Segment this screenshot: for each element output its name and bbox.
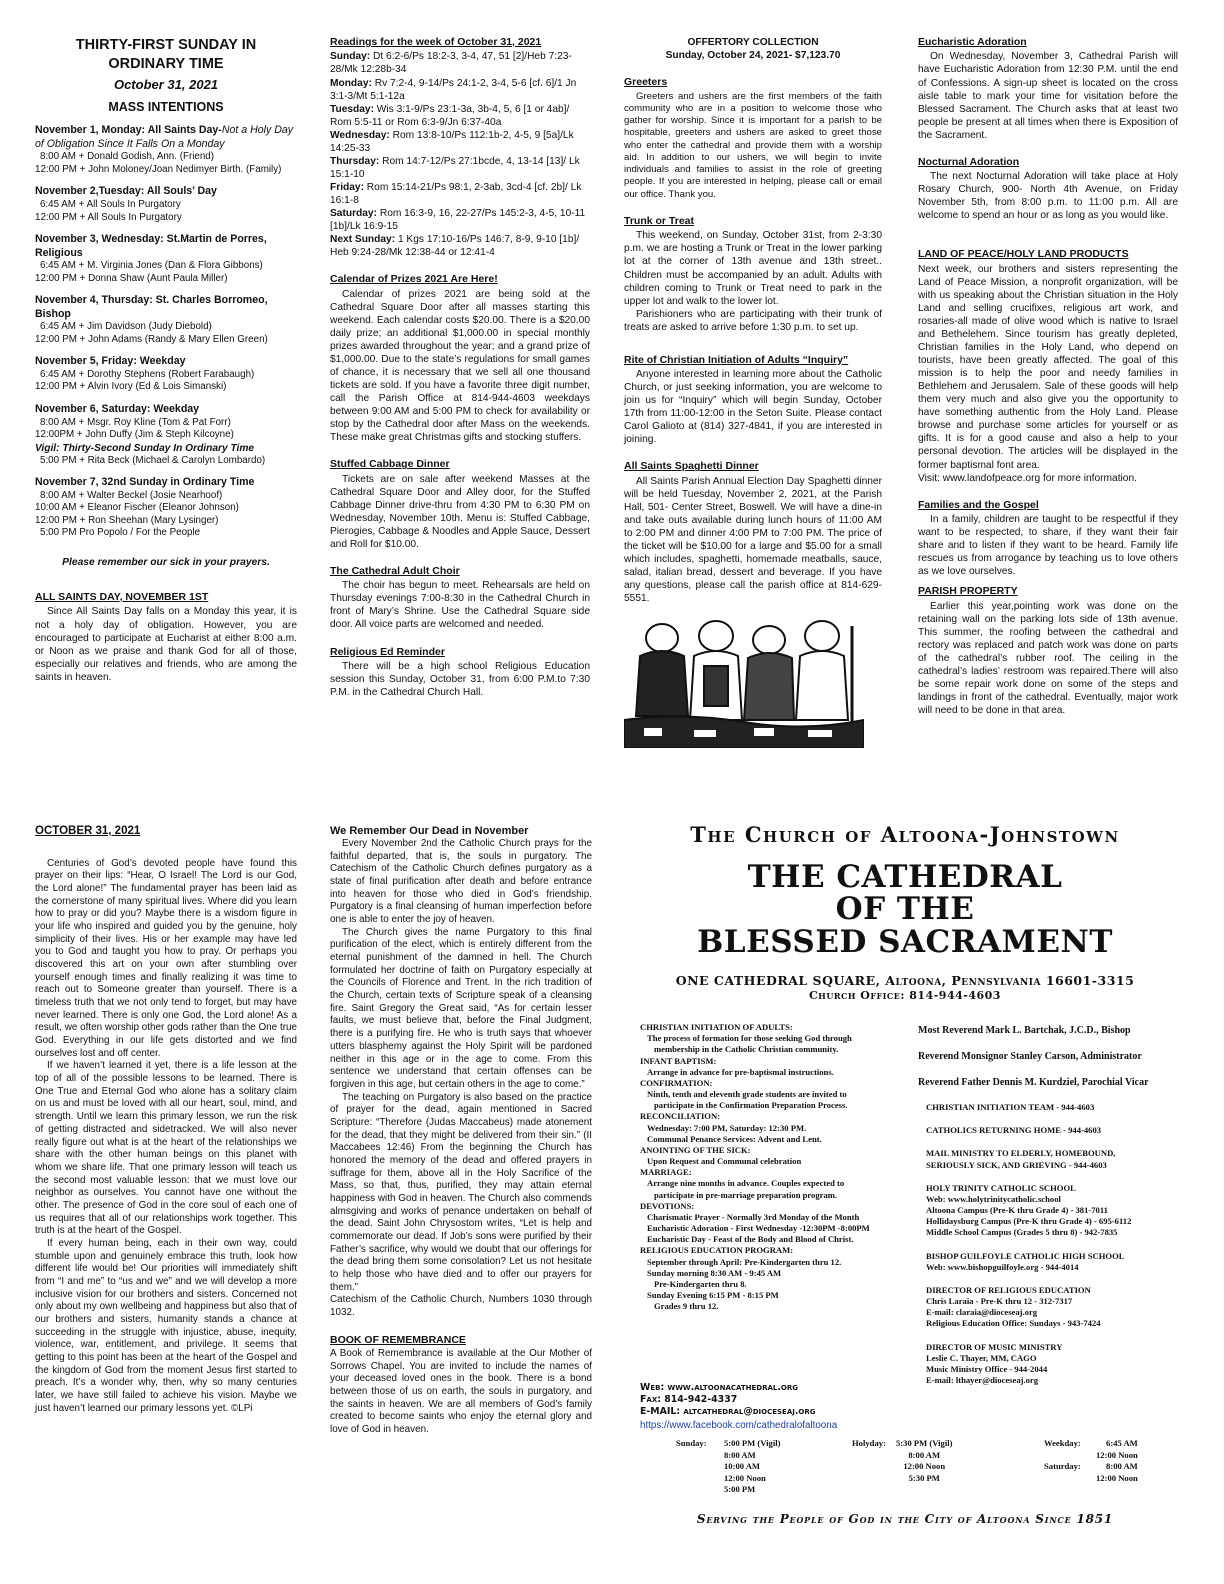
mass-intention-line: 12:00 PM + Donna Shaw (Aunt Paula Miller): [35, 272, 228, 284]
service-info-line: Pre-Kindergarten thru 8.: [654, 1278, 747, 1289]
readings-list: [330, 50, 590, 259]
remember-heading: We Remember Our Dead in November: [330, 825, 529, 837]
mass-day-name: November 1, Monday: All Saints Day-: [35, 124, 222, 137]
readings-heading: Readings for the week of October 31, 2021: [330, 36, 542, 48]
mass-intention-line: 12:00 PM + John Adams (Randy & Mary Ellen Green): [35, 333, 268, 345]
ministry-block: [918, 1285, 1188, 1330]
holyday-label: Holyday:: [852, 1438, 886, 1448]
families-heading: Families and the Gospel: [918, 498, 1039, 511]
trunk-heading: Trunk or Treat: [624, 214, 695, 227]
weekday-label: Weekday:: [1044, 1438, 1081, 1448]
mass-day-title: [35, 185, 297, 199]
cathedral-title-1: THE CATHEDRAL: [747, 858, 1063, 895]
ministry-line: CATHOLICS RETURNING HOME - 944-4603: [926, 1125, 1102, 1136]
service-info-line: Arrange in advance for pre-baptismal instructions.: [647, 1066, 834, 1077]
cabbage-text: Tickets are on sale after weekend Masses at the Cathedral Square Door and Alley door, for the Stuffed Cabbage Dinner drive-thru from 4:30 PM to 6:30 PM on Wednesday, November 10th. Menu is: Stuffed Cabbage, Pierogies, Cabbage & Noodles and Apple Sauce, Dessert and Roll for $10.00.: [330, 473, 590, 550]
mass-day-name: November 5, Friday: Weekday: [35, 355, 186, 368]
reading-entry: [330, 77, 590, 103]
reading-citations: Dt 6:2-6/Ps 18:2-3, 3-4, 47, 51 [2]/Heb 7:23-28/Mk 12:28b-34: [330, 51, 572, 76]
ministry-block: [918, 1183, 1188, 1239]
service-info-line: MARRIAGE:: [640, 1167, 692, 1178]
spaghetti-text: All Saints Parish Annual Election Day Spaghetti dinner will be held Tuesday, November 2, 2021, at the Parish Hall, 501- Center Street, Boswell. We will have a dine-in and take outs available during lunch hours of 11:00 AM to 2:00 PM and dinner 4:00 PM to 7:00 PM. The price of the ticket will be $10.00 for a large and $5.00 for a small which includes, spaghetti, homemade meatballs, sauce, salad, italian bread, dessert and beverage. If you have any questions, please call the parish office at 814-629-5551.: [624, 475, 882, 605]
ministry-line: Leslie C. Thayer, MM, CAGO: [926, 1352, 1037, 1363]
mass-time: 12:00 Noon: [1096, 1449, 1138, 1460]
reading-entry: [330, 129, 590, 155]
all-saints-text: Since All Saints Day falls on a Monday this year, it is not a holy day of obligation. However, you are encouraged to participate at Eucharist at either 8:00 a.m. or Noon as we praise and thank God for all of those, especially our relatives and friends, who are among the saints in heaven.: [35, 606, 297, 683]
mass-intention-line: 6:45 AM + M. Virginia Jones (Dan & Flora Gibbons): [40, 260, 263, 272]
reading-citations: Rom 13:8-10/Ps 112:1b-2, 4-5, 9 [5a]/Lk 14:25-33: [330, 129, 574, 154]
service-info-line: membership in the Catholic Christian community.: [654, 1044, 839, 1055]
mass-schedule: [676, 1438, 1176, 1498]
service-info-line: Eucharistic Adoration - First Wednesday -12:30PM -8:00PM: [647, 1223, 870, 1234]
cathedral-title-2: OF THE: [835, 891, 975, 928]
mass-intention-line: 10:00 AM + Eleanor Fischer (Eleanor Johnson): [35, 502, 239, 514]
reading-citations: Rv 7:2-4, 9-14/Ps 24:1-2, 3-4, 5-6 [cf. 6]/1 Jn 3:1-3/Mt 5:1-12a: [330, 77, 577, 102]
ministry-line: E-mail: lthayer@dioceseaj.org: [926, 1375, 1039, 1386]
reading-citations: Wis 3:1-9/Ps 23:1-3a, 3b-4, 5, 6 [1 or 4ab]/ Rom 5:5-11 or Rom 6:3-9/Jn 6:37-40a: [330, 103, 570, 128]
mass-day-title: [35, 476, 297, 490]
ministry-line: E-mail: claraia@dioceseaj.org: [926, 1307, 1038, 1318]
saturday-label: Saturday:: [1044, 1461, 1081, 1471]
reading-entry: [330, 181, 590, 207]
sunday-times: [724, 1438, 780, 1496]
greeters-text: Greeters and ushers are the first members of the faith community who are in a position to welcome those who gather for worship. Since it is important for a parish to be hospitable, greeters and ushers are asked to greet those who enter the cathedral and provide them with a worship aid. In addition to our ushers, we will begin to invite individuals and families to assist in the role of greeting people. If you are interested in helping, please call or email our office. Thank you.: [624, 90, 882, 200]
nocturnal-text: The next Nocturnal Adoration will take place at Holy Rosary Church, 900- North 4th Avenue, on Friday November 5th, from 8:00 p.m. to 11:00 p.m. All are welcome to spend an hour or as long as you would like.: [918, 171, 1178, 222]
sunday-label: Sunday:: [676, 1438, 707, 1448]
mass-intentions-heading: MASS INTENTIONS: [108, 100, 224, 115]
mass-day-title: [35, 355, 297, 369]
mass-day-name: November 3, Wednesday: St.Martin de Porres, Religious: [35, 233, 267, 259]
reading-day: Wednesday:: [330, 129, 390, 141]
nocturnal-heading: Nocturnal Adoration: [918, 155, 1020, 168]
greeters-heading: Greeters: [624, 76, 668, 89]
vigil-title: Vigil: Thirty-Second Sunday In Ordinary Time: [35, 442, 255, 454]
mass-time: 6:45 AM: [1106, 1438, 1138, 1448]
reading-entry: [330, 155, 590, 181]
service-info-line: Charismatic Prayer - Normally 3rd Monday of the Month: [647, 1211, 860, 1222]
reading-citations: Rom 15:14-21/Ps 98:1, 2-3ab, 3cd-4 [cf. 2b]/ Lk 16:1-8: [330, 181, 582, 206]
mass-intention-line: 12:00PM + John Duffy (Jim & Steph Kilcoyne): [35, 429, 234, 441]
clergy-name: Reverend Monsignor Stanley Carson, Administrator: [918, 1051, 1142, 1062]
service-info-line: ANOINTING OF THE SICK:: [640, 1144, 751, 1155]
ministry-block: [918, 1125, 1188, 1136]
mass-time: 12:00 Noon: [1096, 1472, 1138, 1483]
mass-day-name: November 4, Thursday: St. Charles Borromeo, Bishop: [35, 294, 268, 320]
mass-intention-line: 6:45 AM + Jim Davidson (Judy Diebold): [40, 321, 212, 333]
ministry-line: Religious Education Office: Sundays - 943-7424: [926, 1318, 1101, 1329]
cathedral-address: ONE CATHEDRAL SQUARE, Altoona, Pennsylvania 16601-3315: [675, 972, 1135, 988]
ministry-line: Web: www.bishopguilfoyle.org - 944-4014: [926, 1261, 1079, 1272]
ministry-block: [918, 1342, 1188, 1387]
service-info-line: Ninth, tenth and eleventh grade students are invited to: [647, 1089, 847, 1100]
reading-day: Sunday:: [330, 51, 371, 63]
reading-day: Next Sunday:: [330, 234, 396, 246]
service-info-line: DEVOTIONS:: [640, 1200, 695, 1211]
ministry-block: [918, 1102, 1188, 1113]
contact-block: [640, 1382, 920, 1433]
calendar-heading: Calendar of Prizes 2021 Are Here!: [330, 273, 498, 286]
mass-time: 8:00 AM: [724, 1449, 756, 1460]
mass-intention-line: 12:00 PM + All Souls In Purgatory: [35, 211, 182, 223]
ministry-block: [918, 1148, 1188, 1170]
property-text: Earlier this year,pointing work was done on the retaining wall on the parking lots side of 13th avenue. This summer, the roofing between the cathedral and rectory was replaced and patch work was done on parts of the cathedral’s rubber roof. The ceiling in the cathedral’s ladies’ restroom was repaired.There will also be some repair work done on some of the steps and landings in front of the cathedral. Eventually, major work will need to be done in that area.: [918, 600, 1178, 717]
website-link[interactable]: Web: www.altoonacathedral.org: [640, 1382, 799, 1393]
reflection-p2: If we haven’t learned it yet, there is a life lesson at the top of all of the possible lessons to be learned. There is One True and Eternal God who alone has a solitary claim on us and must be loved with all our heart, soul, mind, and strength. Until we learn this primary lesson, we run the risk of getting distracted and sidetracked. We will also never really figure out what is at the heart of the relationships we share with the other human beings on this planet with whom we share life. That one primary lesson will teach us the second most valuable lesson: that we must love our neighbor as ourselves. You cannot have one without the other. The presence of God in the core soul of each one of us requires that all of our relationships work together. This truth is at the heart of the Gospel.: [35, 1060, 297, 1237]
service-info-line: Sunday Evening 6:15 PM - 8:15 PM: [647, 1290, 779, 1301]
service-info-line: CHRISTIAN INITIATION OF ADULTS:: [640, 1022, 793, 1032]
reading-day: Saturday:: [330, 208, 377, 219]
calendar-text: Calendar of prizes 2021 are being sold at the Cathedral Square Door after all masses starting this weekend. Each calendar costs $20.00. There is a $20.00 daily prize; an additional $1,000.00 in special monthly prizes awarded throughout the year; and a grand prize of $1,000.00. Due to the state’s regulations for small games of chance, it is necessary that we sell all one thousand tickets are sold. If you have a favorite three digit number, call the Parish Office at 814-944-4603 weekdays between 9:00 AM and 5:00 PM to check for availability or stop by the Cathedral door after Mass on the weekends. These make great Christmas gifts and stocking stuffers.: [330, 288, 590, 444]
ministry-line: BISHOP GUILFOYLE CATHOLIC HIGH SCHOOL: [926, 1250, 1125, 1261]
reading-citations: 1 Kgs 17:10-16/Ps 146:7, 8-9, 9-10 [1b]/ Heb 9:24-28/Mk 12:38-44 or 12:41-4: [330, 234, 580, 259]
church-office-phone: Church Office: 814-944-4603: [809, 988, 1001, 1002]
mass-time: 8:00 AM: [1106, 1461, 1138, 1471]
vigil-line: 5:00 PM + Rita Beck (Michael & Carolyn Lombardo): [40, 454, 266, 466]
families-text: In a family, children are taught to be respectful if they want to be respected, to share, if they want their fair share and to listen if they want to be heard. Family life rescues us from arrogance by teaching us to love others as we love ourselves.: [918, 514, 1178, 578]
service-info-line: Communal Penance Services: Advent and Lent.: [647, 1133, 822, 1144]
footer-motto: Serving the People of God in the City of Altoona Since 1851: [696, 1512, 1114, 1526]
column-remember-dead: [330, 824, 592, 1437]
mass-time: 5:30 PM (Vigil): [896, 1438, 953, 1448]
service-info-line: RECONCILIATION:: [640, 1111, 721, 1122]
column-readings: [330, 36, 590, 699]
book-heading: BOOK OF REMEMBRANCE: [330, 1333, 466, 1346]
land-of-peace-heading: LAND OF PEACE/HOLY LAND PRODUCTS: [918, 248, 1129, 261]
mass-day-name: November 6, Saturday: Weekday: [35, 403, 200, 415]
reading-entry: [330, 50, 590, 76]
page-title: THIRTY-FIRST SUNDAY IN ORDINARY TIME: [75, 37, 257, 72]
reading-day: Tuesday:: [330, 103, 374, 115]
service-info-line: INFANT BAPTISM:: [640, 1055, 717, 1066]
mass-intention-line: 5:00 PM Pro Popolo / For the People: [40, 527, 201, 539]
ministry-line: DIRECTOR OF MUSIC MINISTRY: [926, 1341, 1063, 1352]
mass-time: 10:00 AM: [724, 1461, 761, 1472]
mass-intention-line: 8:00 AM + Donald Godish, Ann. (Friend): [40, 151, 214, 163]
service-info-line: participate in pre-marriage preparation program.: [654, 1189, 838, 1200]
service-info-line: Wednesday: 7:00 PM, Saturday: 12:30 PM.: [647, 1122, 807, 1133]
email-link[interactable]: E-MAIL: altcathedral@dioceseaj.org: [640, 1406, 816, 1418]
adoration-text: On Wednesday, November 3, Cathedral Parish will have Eucharistic Adoration from 12:30 P.M. until the end of Confessions. A sign-up sheet is located on the cross aisle table to mark your time for visitation before the Blessed Sacrament. The Church asks that at least two people be present at all times when there is Exposition of the Sacrament.: [918, 51, 1178, 141]
clergy-list: [918, 1024, 1188, 1089]
mass-day-title: [35, 233, 297, 260]
rite-heading: Rite of Christian Initiation of Adults “Inquiry”: [624, 353, 849, 366]
cathedral-title-3: BLESSED SACRAMENT: [697, 923, 1113, 960]
mass-time: 12:00 Noon: [724, 1472, 766, 1483]
property-heading: PARISH PROPERTY: [918, 585, 1018, 598]
reading-entry: [330, 233, 590, 259]
column-parish-news: [918, 36, 1178, 717]
clergy-name: Most Reverend Mark L. Bartchak, J.C.D., Bishop: [918, 1025, 1131, 1036]
ministries-list: [918, 1102, 1188, 1386]
service-info-line: September through April: Pre-Kindergarten thru 12.: [647, 1256, 842, 1267]
reading-citations: Rom 16:3-9, 16, 22-27/Ps 145:2-3, 4-5, 10-11 [1b]/Lk 16:9-15: [330, 208, 586, 233]
reflection-p3: If every human being, each in their own way, could stumble upon and genuinely embrace this truth, look how different life would be! Our priorities will immediately shift from “I and me” to “us and we” and we will develop a more inclusive vision for our brothers and sisters. Concerned not only about my own wellbeing and happiness but also that of our brothers and sisters, humanity stands a chance at succeeding in the struggle with injustice, abuse, inequity, violence, war, entitlement, and privilege. It seems that getting to this point has been at the heart of the Gospel and the kingdom of God from the moment Jesus first started to preach. It’s a wonder why, then, why so many centuries later, we have still failed to achieve his vision. Maybe we just haven’t learned our primary lessons yet. ©LPi: [35, 1237, 297, 1414]
mass-time: 12:00 Noon: [903, 1461, 946, 1472]
services-info: [640, 1022, 910, 1312]
reflection-heading: OCTOBER 31, 2021: [35, 825, 141, 837]
mass-day-title: [35, 403, 297, 417]
reflection-p1: Centuries of God’s devoted people have found this prayer on their lips: “Hear, O Israel! The Lord is our God, the Lord alone!” The fundamental prayer has been laid as the cornerstone of many spiritual lives. Where did you learn how to pray or did you? Maybe there is a wisdom figure in your life who inspired and guided you by the genuine, holy simplicity of their lives. His or her example may have led you to God and taught you how to pray. Or perhaps you discovered this art on your own after stumbling over yourself enough times and finally realizing it was time to reach out to Someone greater than yourself. There is a timeless truth that we not only tend to forget, but may have never learned. There is only one God, the Lord alone! As a result, we often worship other gods rather than the One true God. Everything in our life gets distorted and we find ourselves lost and off center.: [35, 857, 297, 1059]
reading-day: Thursday:: [330, 155, 380, 167]
reading-citations: Rom 14:7-12/Ps 27:1bcde, 4, 13-14 [13]/ Lk 15:1-10: [330, 155, 580, 180]
facebook-link[interactable]: https://www.facebook.com/cathedralofaltoona: [640, 1420, 838, 1432]
mass-intention-line: 8:00 AM + Msgr. Roy Kline (Tom & Pat Forr): [40, 416, 231, 428]
rite-text: Anyone interested in learning more about the Catholic Church, or just seeking information, you are welcome to join us for “Inquiry” which will begin Sunday, October 17th from 11:00-12:00 in the Seton Suite. Please contact Carol Galioto at (814) 327-4841, if you are interested in joining.: [624, 369, 882, 446]
mass-day-title: [35, 124, 297, 151]
saints-illustration: [624, 616, 864, 748]
mass-intention-line: 6:45 AM + All Souls In Purgatory: [40, 199, 181, 211]
ministry-line: HOLY TRINITY CATHOLIC SCHOOL: [926, 1182, 1076, 1193]
ministry-line: SERIOUSLY SICK, AND GRIEVING - 944-4603: [926, 1159, 1107, 1170]
remember-p2: The Church gives the name Purgatory to this final purification of the elect, which is entirely different from the eternal punishment of the damned in hell. The Church formulated her doctrine of faith on Purgatory especially at the Councils of Florence and Trent. In the rich tradition of the Church, certain texts of Scripture speak of a cleansing fire. Saint Gregory the Great said, “As for certain lesser faults, we must believe that, before the Final Judgment, there is a purifying fire. He who is truth says that whoever utters blasphemy against the Holy Spirit will be pardoned neither in this age or in the age to come. From this sentence we understand that certain offenses can be forgiven in this age, but certain others in the age to come.”: [330, 926, 592, 1090]
book-text: A Book of Remembrance is available at the Our Mother of Sorrows Chapel. You are invited to include the names of your deceased loved ones in the book. There is a bond between those of us on earth, the souls in purgatory, and the saints in heaven. We are all members of God’s family created to become saints who enjoy the eternal glory and love of God in heaven.: [330, 1348, 592, 1436]
reading-day: Monday:: [330, 77, 372, 89]
column-reflection: [35, 824, 297, 1415]
service-info-line: RELIGIOUS EDUCATION PROGRAM:: [640, 1245, 794, 1256]
choir-text: The choir has begun to meet. Rehearsals are held on Thursday evenings 7:00-8:30 in the Cathedral Church in front of Mary’s Shrine. Use the Cathedral Square side door. All voice parts are welcomed and needed.: [330, 580, 590, 631]
fax-number: Fax: 814-942-4337: [640, 1394, 738, 1406]
saturday-times: [1096, 1461, 1138, 1484]
service-info-line: Eucharistic Day - Feast of the Body and Blood of Christ.: [647, 1234, 854, 1245]
offertory-amount: Sunday, October 24, 2021- $7,123.70: [665, 50, 841, 62]
mass-intention-line: 12:00 PM + Alvin Ivory (Ed & Lois Simanski): [35, 381, 227, 393]
cabbage-heading: Stuffed Cabbage Dinner: [330, 458, 450, 471]
clergy-name: Reverend Father Dennis M. Kurdziel, Parochial Vicar: [918, 1077, 1149, 1088]
mass-day-title: [35, 294, 297, 321]
diocese-name: The Church of Altoona-Johnstown: [690, 822, 1120, 847]
mass-day-note: Not a Holy Day of Obligation Since It Falls On a Monday: [35, 124, 294, 150]
mass-intention-line: 12:00 PM + Ron Sheehan (Mary Lysinger): [35, 514, 219, 526]
column-announcements: [624, 36, 882, 605]
ministry-line: MAIL MINISTRY TO ELDERLY, HOMEBOUND,: [926, 1148, 1116, 1159]
mass-day-name: November 2,Tuesday: All Souls’ Day: [35, 185, 217, 198]
column-mass-intentions: [35, 36, 297, 684]
ministry-line: Web: www.holytrinitycatholic.school: [926, 1193, 1061, 1204]
offertory-title: OFFERTORY COLLECTION: [687, 37, 819, 48]
service-info-line: Upon Request and Communal celebration: [647, 1156, 802, 1167]
choir-heading: The Cathedral Adult Choir: [330, 564, 460, 577]
service-info-line: The process of formation for those seeking God through: [647, 1033, 852, 1044]
mass-intention-line: 12:00 PM + John Moloney/Joan Nedimyer Birth. (Family): [35, 163, 282, 175]
ministry-line: Middle School Campus (Grades 5 thru 8) - 942-7835: [926, 1227, 1118, 1238]
adoration-heading: Eucharistic Adoration: [918, 36, 1027, 48]
masthead: [620, 822, 1190, 1003]
ministry-line: Altoona Campus (Pre-K thru Grade 4) - 381-7011: [926, 1205, 1108, 1216]
reading-entry: [330, 207, 590, 233]
ministry-block: [918, 1251, 1188, 1273]
service-info-line: Arrange nine months in advance. Couples expected to: [647, 1178, 845, 1189]
mass-time: 8:00 AM: [908, 1449, 941, 1460]
mass-time: 5:30 PM: [908, 1472, 940, 1483]
trunk-text-1: This weekend, on Sunday, October 31st, from 2-3:30 p.m. we are hosting a Trunk or Treat in the lower parking lot at the corner of 13th avenue and 13th street.. Children must be accompanied by an adult. Adults with children coming to Trunk or Treat need to park in the upper lot and walk to the lower lot.: [624, 230, 882, 307]
ministry-line: Hollidaysburg Campus (Pre-K thru Grade 4) - 695-6112: [926, 1216, 1132, 1227]
ministry-line: CHRISTIAN INITIATION TEAM - 944-4603: [926, 1102, 1095, 1112]
mass-intentions-list: [35, 124, 297, 540]
reading-day: Friday:: [330, 181, 364, 193]
ministry-line: Chris Laraia - Pre-K thru 12 - 312-7317: [926, 1296, 1073, 1307]
ministry-line: DIRECTOR OF RELIGIOUS EDUCATION: [926, 1284, 1091, 1295]
all-saints-heading: ALL SAINTS DAY, NOVEMBER 1ST: [35, 591, 209, 604]
service-info-line: participate in the Confirmation Preparation Process.: [654, 1100, 848, 1111]
mass-intention-line: 6:45 AM + Dorothy Stephens (Robert Farabaugh): [40, 368, 255, 380]
spaghetti-heading: All Saints Spaghetti Dinner: [624, 460, 759, 473]
reading-entry: [330, 103, 590, 129]
sick-prayer-note: Please remember our sick in your prayers.: [62, 556, 270, 568]
mass-time: 5:00 PM (Vigil): [724, 1438, 781, 1448]
holyday-times: [896, 1438, 952, 1484]
mass-intention-line: 8:00 AM + Walter Beckel (Josie Nearhoof): [40, 489, 223, 501]
clergy-and-ministries: [918, 1024, 1188, 1398]
religious-ed-heading: Religious Ed Reminder: [330, 645, 445, 658]
mass-time: 5:00 PM: [724, 1484, 756, 1495]
trunk-text-2: Parishioners who are participating with their trunk of treats are asked to arrive before 1:30 p.m. to set up.: [624, 308, 882, 333]
ministry-line: Music Ministry Office - 944-2044: [926, 1363, 1048, 1374]
mass-day-name: November 7, 32nd Sunday in Ordinary Time: [35, 476, 255, 489]
service-info-line: Grades 9 thru 12.: [654, 1301, 719, 1312]
remember-p3: The teaching on Purgatory is also based on the practice of prayer for the dead, again mentioned in Sacred Scripture: “Therefore (Judas Maccabeus) made atonement for the dead, that they might be delivered from their sin.” (II Maccabees 12:46) From the beginning the Church has honored the memory of the dead and offered prayers in suffrage for them, above all in the Holy Sacrifice of the Mass, so that, thus, purified, they may attain eternal happiness with God in heaven. The Church also commends almsgiving and works of penance undertaken on behalf of the dead. Saint John Chrysostom writes, “Let is help and commemorate our dead. If Job’s sons were purified by their Father’s sacrifice, why would we doubt that our offerings for the dead bring them some consolation? Let us not hesitate to help those who have died and to offer our prayers for them.”: [330, 1091, 592, 1293]
land-of-peace-text: Next week, our brothers and sisters representing the Land of Peace Mission, a nonprofit organization, will be with us speaking about the Christian situation in the Holy Land and selling crucifixes, religious art work, and rosaries-all made of olive wood which is native to Israel and Bethelehem. Since tourism has greatly depleted, Christian families in the Holy Land, who depend on tourists, have been greatly affected. The goal of this mission is to help the poor and needy families in Bethlehem and Jerusalem. Sale of these goods will help them very much and also give you the opportunity to have something authentic from the Holy Land. Please browse and purchase some articles for yourself or as gifts. It is for a good cause and also a help to your personal devotion. The articles will be displayed in the former baptismal font area.: [918, 263, 1178, 471]
remember-p4: Catechism of the Catholic Church, Numbers 1030 through 1032.: [330, 1294, 592, 1318]
weekday-times: [1096, 1438, 1138, 1461]
service-info-line: Sunday morning 8:30 AM - 9:45 AM: [647, 1267, 782, 1278]
religious-ed-text: There will be a high school Religious Education session this Sunday, October 31, from 6:00 P.M.to 7:30 P.M. in the Cathedral Church Hall.: [330, 660, 590, 699]
remember-p1: Every November 2nd the Catholic Church prays for the faithful departed, that is, the souls in purgatory. The Catechism of the Catholic Church defines purgatory as a state of final purification after death and before entrance into heaven for those who died in God’s friendship. Purgatory is a final cleansing of human imperfection before one is able to enter the joy of heaven.: [330, 838, 592, 926]
service-info-line: CONFIRMATION:: [640, 1077, 713, 1088]
page-date: October 31, 2021: [113, 76, 219, 92]
land-of-peace-visit: Visit: www.landofpeace.org for more information.: [918, 472, 1137, 484]
